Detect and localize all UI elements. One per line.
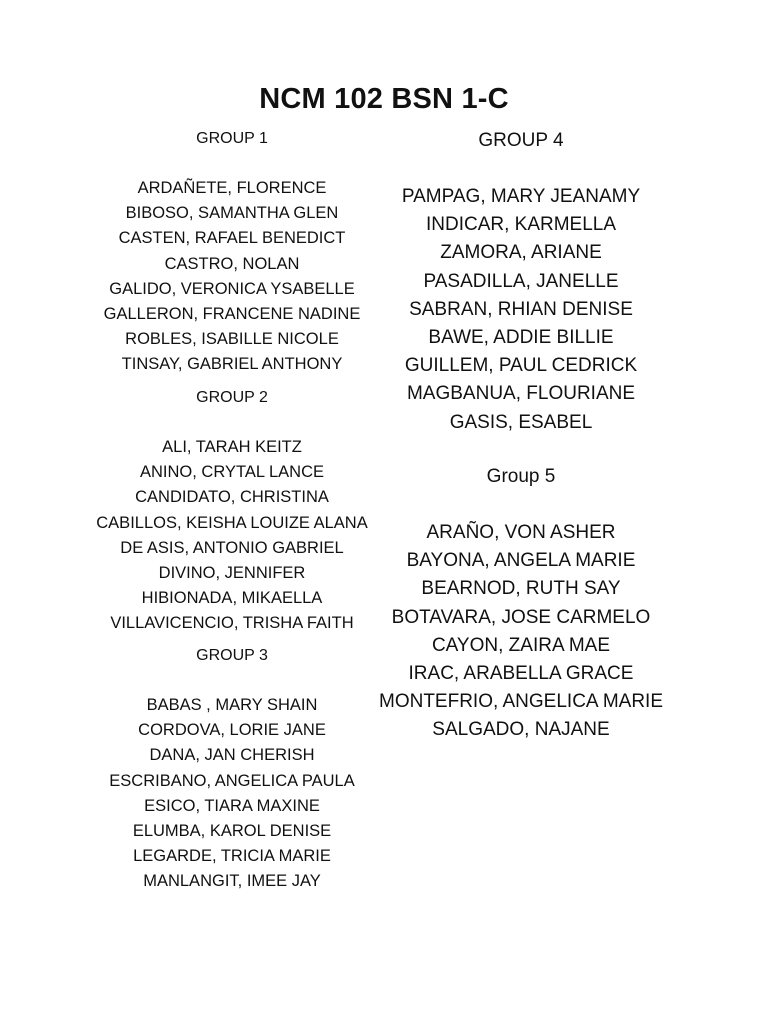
member-name: MANLANGIT, IMEE JAY (143, 872, 321, 891)
member-list (368, 183, 674, 437)
member-name: SABRAN, RHIAN DENISE (409, 298, 633, 320)
member-name: ZAMORA, ARIANE (440, 242, 602, 264)
member-name: ARDAÑETE, FLORENCE (137, 179, 327, 197)
member-list (82, 176, 382, 378)
member-name: ROBLES, ISABILLE NICOLE (125, 330, 339, 349)
member-name: BABAS , MARY SHAIN (146, 696, 318, 714)
member-name: MAGBANUA, FLOURIANE (406, 383, 636, 405)
member-name: CAYON, ZAIRA MAE (431, 634, 611, 656)
member-name: TINSAY, GABRIEL ANTHONY (121, 355, 343, 374)
group-heading: GROUP 1 (196, 130, 268, 147)
member-name: PASADILLA, JANELLE (423, 270, 619, 292)
member-name: ELUMBA, KAROL DENISE (132, 821, 332, 840)
group-2-section (82, 385, 382, 637)
member-name: GALLERON, FRANCENE NADINE (103, 304, 361, 323)
group-5-section (368, 463, 674, 745)
member-list (82, 435, 382, 637)
member-name: CANDIDATO, CHRISTINA (135, 488, 329, 507)
member-name: BEARNOD, RUTH SAY (421, 578, 621, 600)
member-name: GASIS, ESABEL (449, 411, 593, 433)
member-name: DIVINO, JENNIFER (158, 563, 306, 582)
member-name: CABILLOS, KEISHA LOUIZE ALANA (96, 513, 368, 532)
page-title: NCM 102 BSN 1-C (259, 83, 509, 116)
member-name: BOTAVARA, JOSE CARMELO (391, 606, 651, 628)
member-name: DANA, JAN CHERISH (149, 746, 315, 765)
member-name: BAYONA, ANGELA MARIE (406, 550, 636, 572)
group-heading: Group 5 (486, 466, 556, 487)
member-name: IRAC, ARABELLA GRACE (408, 662, 634, 684)
member-name: ANINO, CRYTAL LANCE (140, 463, 324, 482)
member-name: VILLAVICENCIO, TRISHA FAITH (110, 614, 354, 633)
group-heading: GROUP 4 (478, 130, 564, 151)
group-4-section (368, 127, 674, 437)
member-list (368, 519, 674, 745)
member-name: CASTRO, NOLAN (164, 254, 300, 273)
member-name: PAMPAG, MARY JEANAMY (401, 186, 641, 207)
member-name: SALGADO, NAJANE (432, 719, 610, 741)
member-name: GUILLEM, PAUL CEDRICK (404, 355, 638, 377)
member-name: ARAÑO, VON ASHER (426, 522, 616, 543)
member-name: MONTEFRIO, ANGELICA MARIE (379, 691, 663, 713)
member-name: GALIDO, VERONICA YSABELLE (109, 279, 355, 298)
member-name: CASTEN, RAFAEL BENEDICT (118, 229, 346, 248)
group-heading: GROUP 2 (196, 389, 268, 406)
member-name: CORDOVA, LORIE JANE (138, 721, 326, 740)
member-name: ALI, TARAH KEITZ (162, 438, 302, 456)
member-name: DE ASIS, ANTONIO GABRIEL (120, 538, 344, 557)
member-name: HIBIONADA, MIKAELLA (141, 589, 323, 608)
group-heading: GROUP 3 (196, 647, 268, 664)
member-name: INDICAR, KARMELLA (425, 214, 617, 236)
member-name: BIBOSO, SAMANTHA GLEN (125, 204, 339, 223)
member-name: ESCRIBANO, ANGELICA PAULA (109, 771, 355, 790)
member-name: LEGARDE, TRICIA MARIE (133, 847, 331, 866)
member-list (82, 693, 382, 895)
group-3-section (82, 643, 382, 895)
member-name: BAWE, ADDIE BILLIE (428, 326, 614, 348)
member-name: ESICO, TIARA MAXINE (144, 796, 320, 815)
group-1-section (82, 126, 382, 378)
